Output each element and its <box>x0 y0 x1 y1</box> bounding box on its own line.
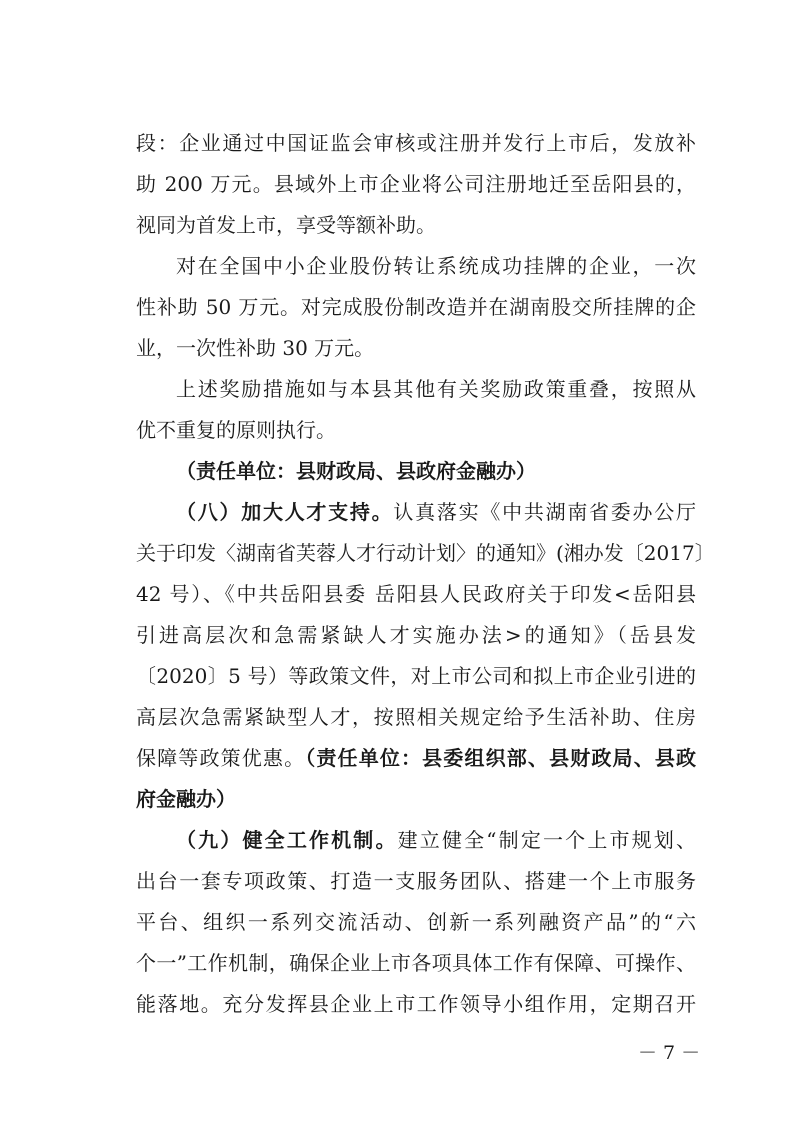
line-text: 出台一套专项政策、打造一支服务团队、搭建一个上市服务 <box>136 869 696 893</box>
line-text: 保障等政策优惠。 <box>136 746 306 770</box>
body-line <box>176 254 696 278</box>
line-text: 性补助 50 万元。对完成股份制改造并在湖南股交所挂牌的企 <box>136 295 696 319</box>
section-heading: （八）加大人才支持。 <box>176 500 394 524</box>
line-text: 助 200 万元。县域外上市企业将公司注册地迁至岳阳县的， <box>136 172 696 196</box>
line-text: 关于印发〈湖南省芙蓉人才行动计划〉的通知》(湘办发〔2017〕 <box>136 541 715 565</box>
body-line <box>136 418 696 442</box>
line-text: 建立健全“制定一个上市规划、 <box>397 828 696 852</box>
line-text: 业，一次性补助 30 万元。 <box>136 336 375 360</box>
body-line <box>136 869 696 893</box>
body-line <box>136 705 696 729</box>
line-text: 42 号）、《中共岳阳县委 岳阳县人民政府关于印发<岳阳县 <box>136 582 696 606</box>
line-text: 段：企业通过中国证监会审核或注册并发行上市后，发放补 <box>136 131 696 155</box>
body-line <box>136 910 696 934</box>
line-text: 个一”工作机制，确保企业上市各项具体工作有保障、可操作、 <box>136 951 696 975</box>
responsibility-note <box>176 459 696 483</box>
line-text: 〔2020〕5 号）等政策文件，对上市公司和拟上市企业引进的 <box>136 664 696 688</box>
line-text: 对在全国中小企业股份转让系统成功挂牌的企业，一次 <box>176 254 696 278</box>
body-line <box>136 541 715 565</box>
body-line <box>136 336 696 360</box>
body-line <box>136 131 696 155</box>
line-text: 府金融办） <box>136 787 236 811</box>
body-line <box>136 664 696 688</box>
line-text: 引进高层次和急需紧缺人才实施办法>的通知》（岳县发 <box>136 623 696 647</box>
line-text: 上述奖励措施如与本县其他有关奖励政策重叠，按照从 <box>176 377 696 401</box>
body-line <box>136 295 696 319</box>
responsibility-note <box>136 787 696 811</box>
line-text: （责任单位：县财政局、县政府金融办） <box>176 459 536 483</box>
body-line <box>136 582 696 606</box>
responsibility-note: （责任单位：县委组织部、县财政局、县政 <box>305 746 697 770</box>
line-text: 高层次急需紧缺型人才，按照相关规定给予生活补助、住房 <box>136 705 696 729</box>
section-heading-line <box>176 828 696 852</box>
section-heading: （九）健全工作机制。 <box>176 828 398 852</box>
line-text: 认真落实《中共湖南省委办公厅 <box>393 500 697 524</box>
line-text: 优不重复的原则执行。 <box>136 418 336 442</box>
body-line <box>136 951 696 975</box>
body-line <box>136 992 696 1016</box>
line-text: 能落地。充分发挥县企业上市工作领导小组作用，定期召开 <box>136 992 696 1016</box>
body-line <box>136 623 696 647</box>
section-heading-line <box>176 500 696 524</box>
body-line <box>176 377 696 401</box>
body-line <box>136 213 696 237</box>
line-text: 视同为首发上市，享受等额补助。 <box>136 213 436 237</box>
line-text: 平台、组织一系列交流活动、创新一系列融资产品”的“六 <box>136 910 696 934</box>
body-line <box>136 172 696 196</box>
body-line <box>136 746 696 770</box>
page-number: － 7 － <box>638 1042 701 1064</box>
